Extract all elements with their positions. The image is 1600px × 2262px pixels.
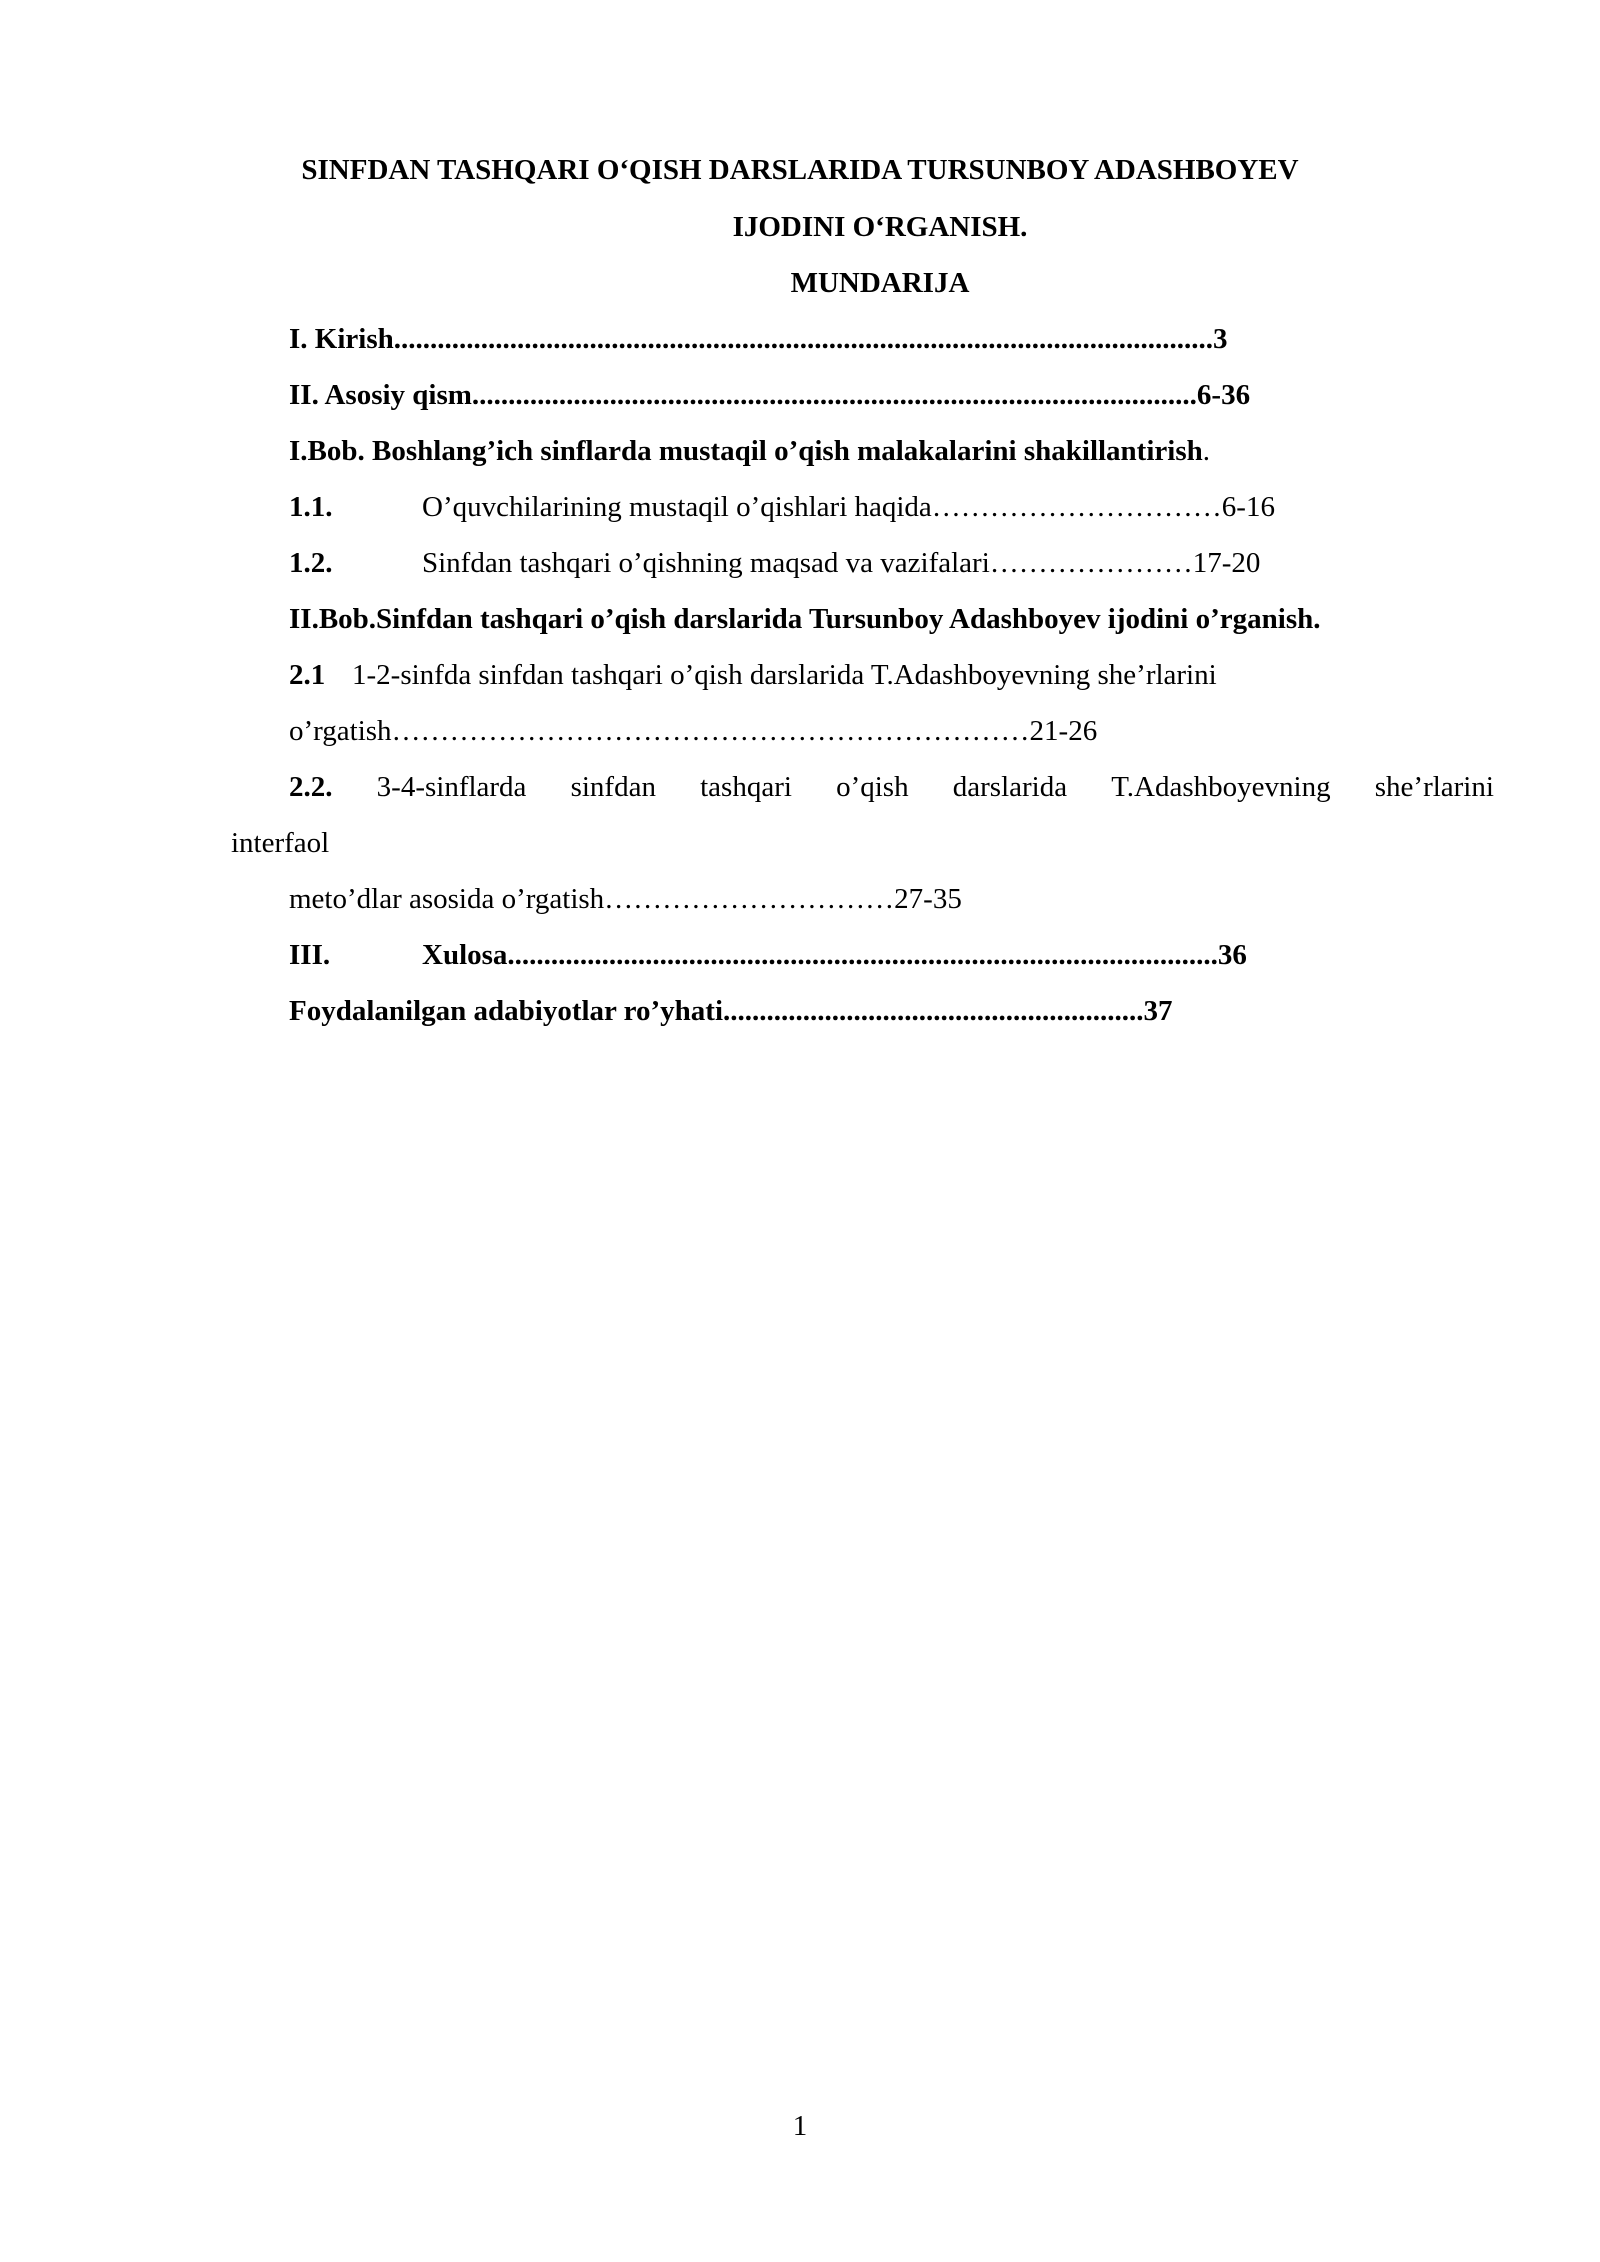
toc-section-2-2-wrap: interfaol: [231, 827, 330, 859]
toc-section-2-2-word: darslarida: [952, 771, 1068, 803]
toc-section-2-2-word: 3-4-sinflarda: [376, 771, 527, 803]
toc-section-2-2-word: she’rlarini: [1374, 771, 1494, 803]
page-number: 1: [792, 2110, 808, 2142]
title-line-2: IJODINI O‘RGANISH.: [732, 211, 1028, 243]
toc-section-2-2-word: T.Adashboyevning: [1111, 771, 1331, 803]
toc-section-1-2-number: 1.2.: [289, 547, 333, 579]
toc-section-2-2-word: o’qish: [836, 771, 909, 803]
toc-section-2-2-row: [289, 769, 1494, 805]
toc-section-1-1-text: O’quvchilarining mustaqil o’qishlari haqida…………………………6-16: [422, 491, 1275, 523]
toc-chapter-1-title: I.Bob. Boshlang’ich sinflarda mustaqil o’qish malakalarini shakillantirish: [289, 435, 1203, 467]
toc-section-2-2-continuation: meto’dlar asosida o’rgatish…………………………27-35: [289, 883, 962, 915]
toc-section-2-1-text: 1-2-sinfda sinfdan tashqari o’qish darslarida T.Adashboyevning she’rlarini: [352, 659, 1217, 691]
toc-section-3-text: Xulosa..................................................................................................36: [422, 939, 1247, 971]
toc-section-1-2-text: Sinfdan tashqari o’qishning maqsad va vazifalari…………………17-20: [422, 547, 1261, 579]
toc-chapter-1: [289, 433, 1210, 469]
toc-asosiy-qism: II. Asosiy qism....................................................................................................6-36: [289, 379, 1251, 411]
toc-section-2-1-continuation: o’rgatish…………………………………………………………21-26: [289, 715, 1098, 747]
toc-kirish: I. Kirish.................................................................................................................3: [289, 323, 1228, 355]
toc-section-2-2-word: tashqari: [700, 771, 792, 803]
toc-references: Foydalanilgan adabiyotlar ro’yhati..........................................................37: [289, 995, 1173, 1027]
contents-heading: MUNDARIJA: [790, 267, 970, 299]
toc-chapter-2: II.Bob.Sinfdan tashqari o’qish darslarida Tursunboy Adashboyev ijodini o’rganish.: [289, 603, 1321, 635]
title-line-1: SINFDAN TASHQARI O‘QISH DARSLARIDA TURSUNBOY ADASHBOYEV: [301, 154, 1299, 186]
toc-section-1-1-number: 1.1.: [289, 491, 333, 523]
toc-section-2-2-word: sinfdan: [570, 771, 656, 803]
toc-section-3-number: III.: [289, 939, 331, 971]
toc-section-2-1-number: 2.1: [289, 659, 326, 691]
toc-chapter-1-period: .: [1202, 435, 1210, 467]
toc-section-2-2-number: 2.2.: [289, 771, 333, 803]
